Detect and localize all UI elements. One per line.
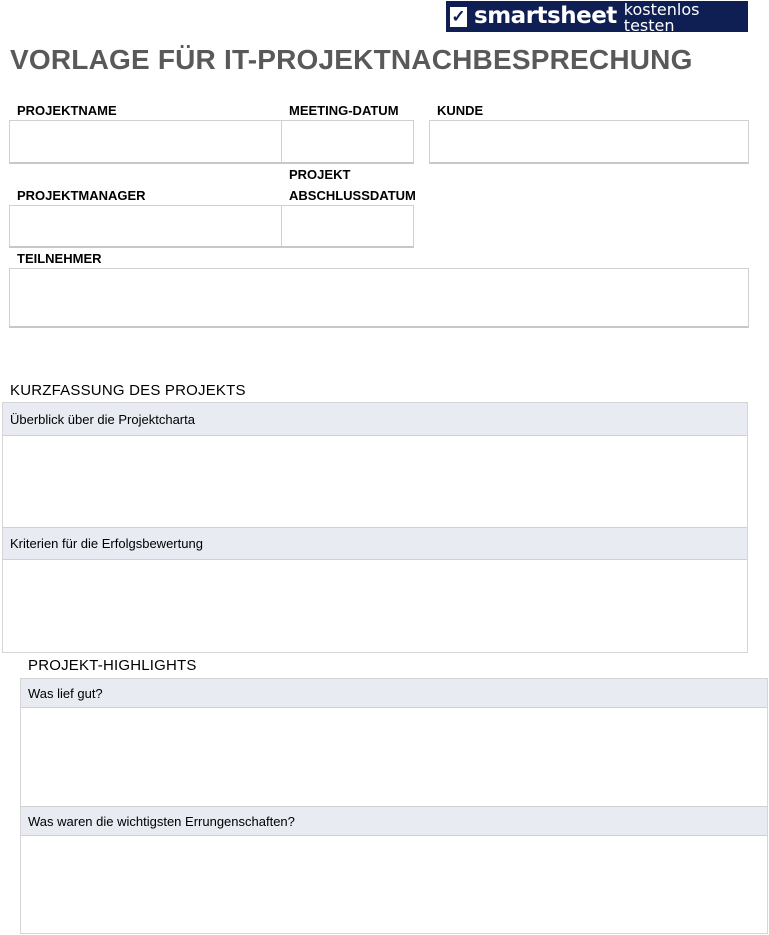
- row2-box: [9, 205, 414, 248]
- project-name-label: PROJEKTNAME: [17, 103, 117, 118]
- highlights-section-title: PROJEKT-HIGHLIGHTS: [28, 657, 197, 674]
- project-manager-label: PROJEKTMANAGER: [17, 188, 146, 203]
- highlights-row-header: Was lief gut?: [21, 679, 767, 708]
- summary-section-title: KURZFASSUNG DES PROJEKTS: [10, 382, 246, 399]
- smartsheet-banner[interactable]: [446, 0, 748, 35]
- summary-row-header: Kriterien für die Erfolgsbewertung: [3, 527, 747, 560]
- charter-overview-input[interactable]: [3, 436, 747, 527]
- page-title: VORLAGE FÜR IT-PROJEKTNACHBESPRECHUNG: [10, 44, 693, 75]
- completion-date-label-line2: ABSCHLUSSDATUM: [289, 188, 416, 203]
- project-manager-input[interactable]: [10, 206, 281, 246]
- try-free-link[interactable]: kostenlos testen: [623, 0, 700, 35]
- summary-panel: [2, 402, 748, 653]
- participants-label: TEILNEHMER: [17, 251, 102, 266]
- highlights-panel: [20, 678, 768, 934]
- client-label: KUNDE: [437, 103, 484, 118]
- completion-date-input[interactable]: [281, 206, 413, 246]
- highlights-row-header: Was waren die wichtigsten Errungenschaften?: [21, 806, 767, 836]
- participants-input[interactable]: [9, 268, 749, 328]
- meeting-date-input[interactable]: [281, 121, 413, 162]
- brand-name: smartsheet: [474, 3, 617, 29]
- row1-box: [9, 120, 414, 164]
- went-well-input[interactable]: [21, 708, 767, 806]
- achievements-input[interactable]: [21, 836, 767, 933]
- meeting-date-label: MEETING-DATUM: [289, 103, 399, 118]
- summary-row-header: Überblick über die Projektcharta: [3, 403, 747, 436]
- client-input[interactable]: [429, 120, 749, 164]
- project-name-input[interactable]: [10, 121, 281, 162]
- completion-date-label-line1: PROJEKT: [289, 167, 351, 182]
- checkbox-icon: ✓: [451, 7, 466, 26]
- success-criteria-input[interactable]: [3, 560, 747, 651]
